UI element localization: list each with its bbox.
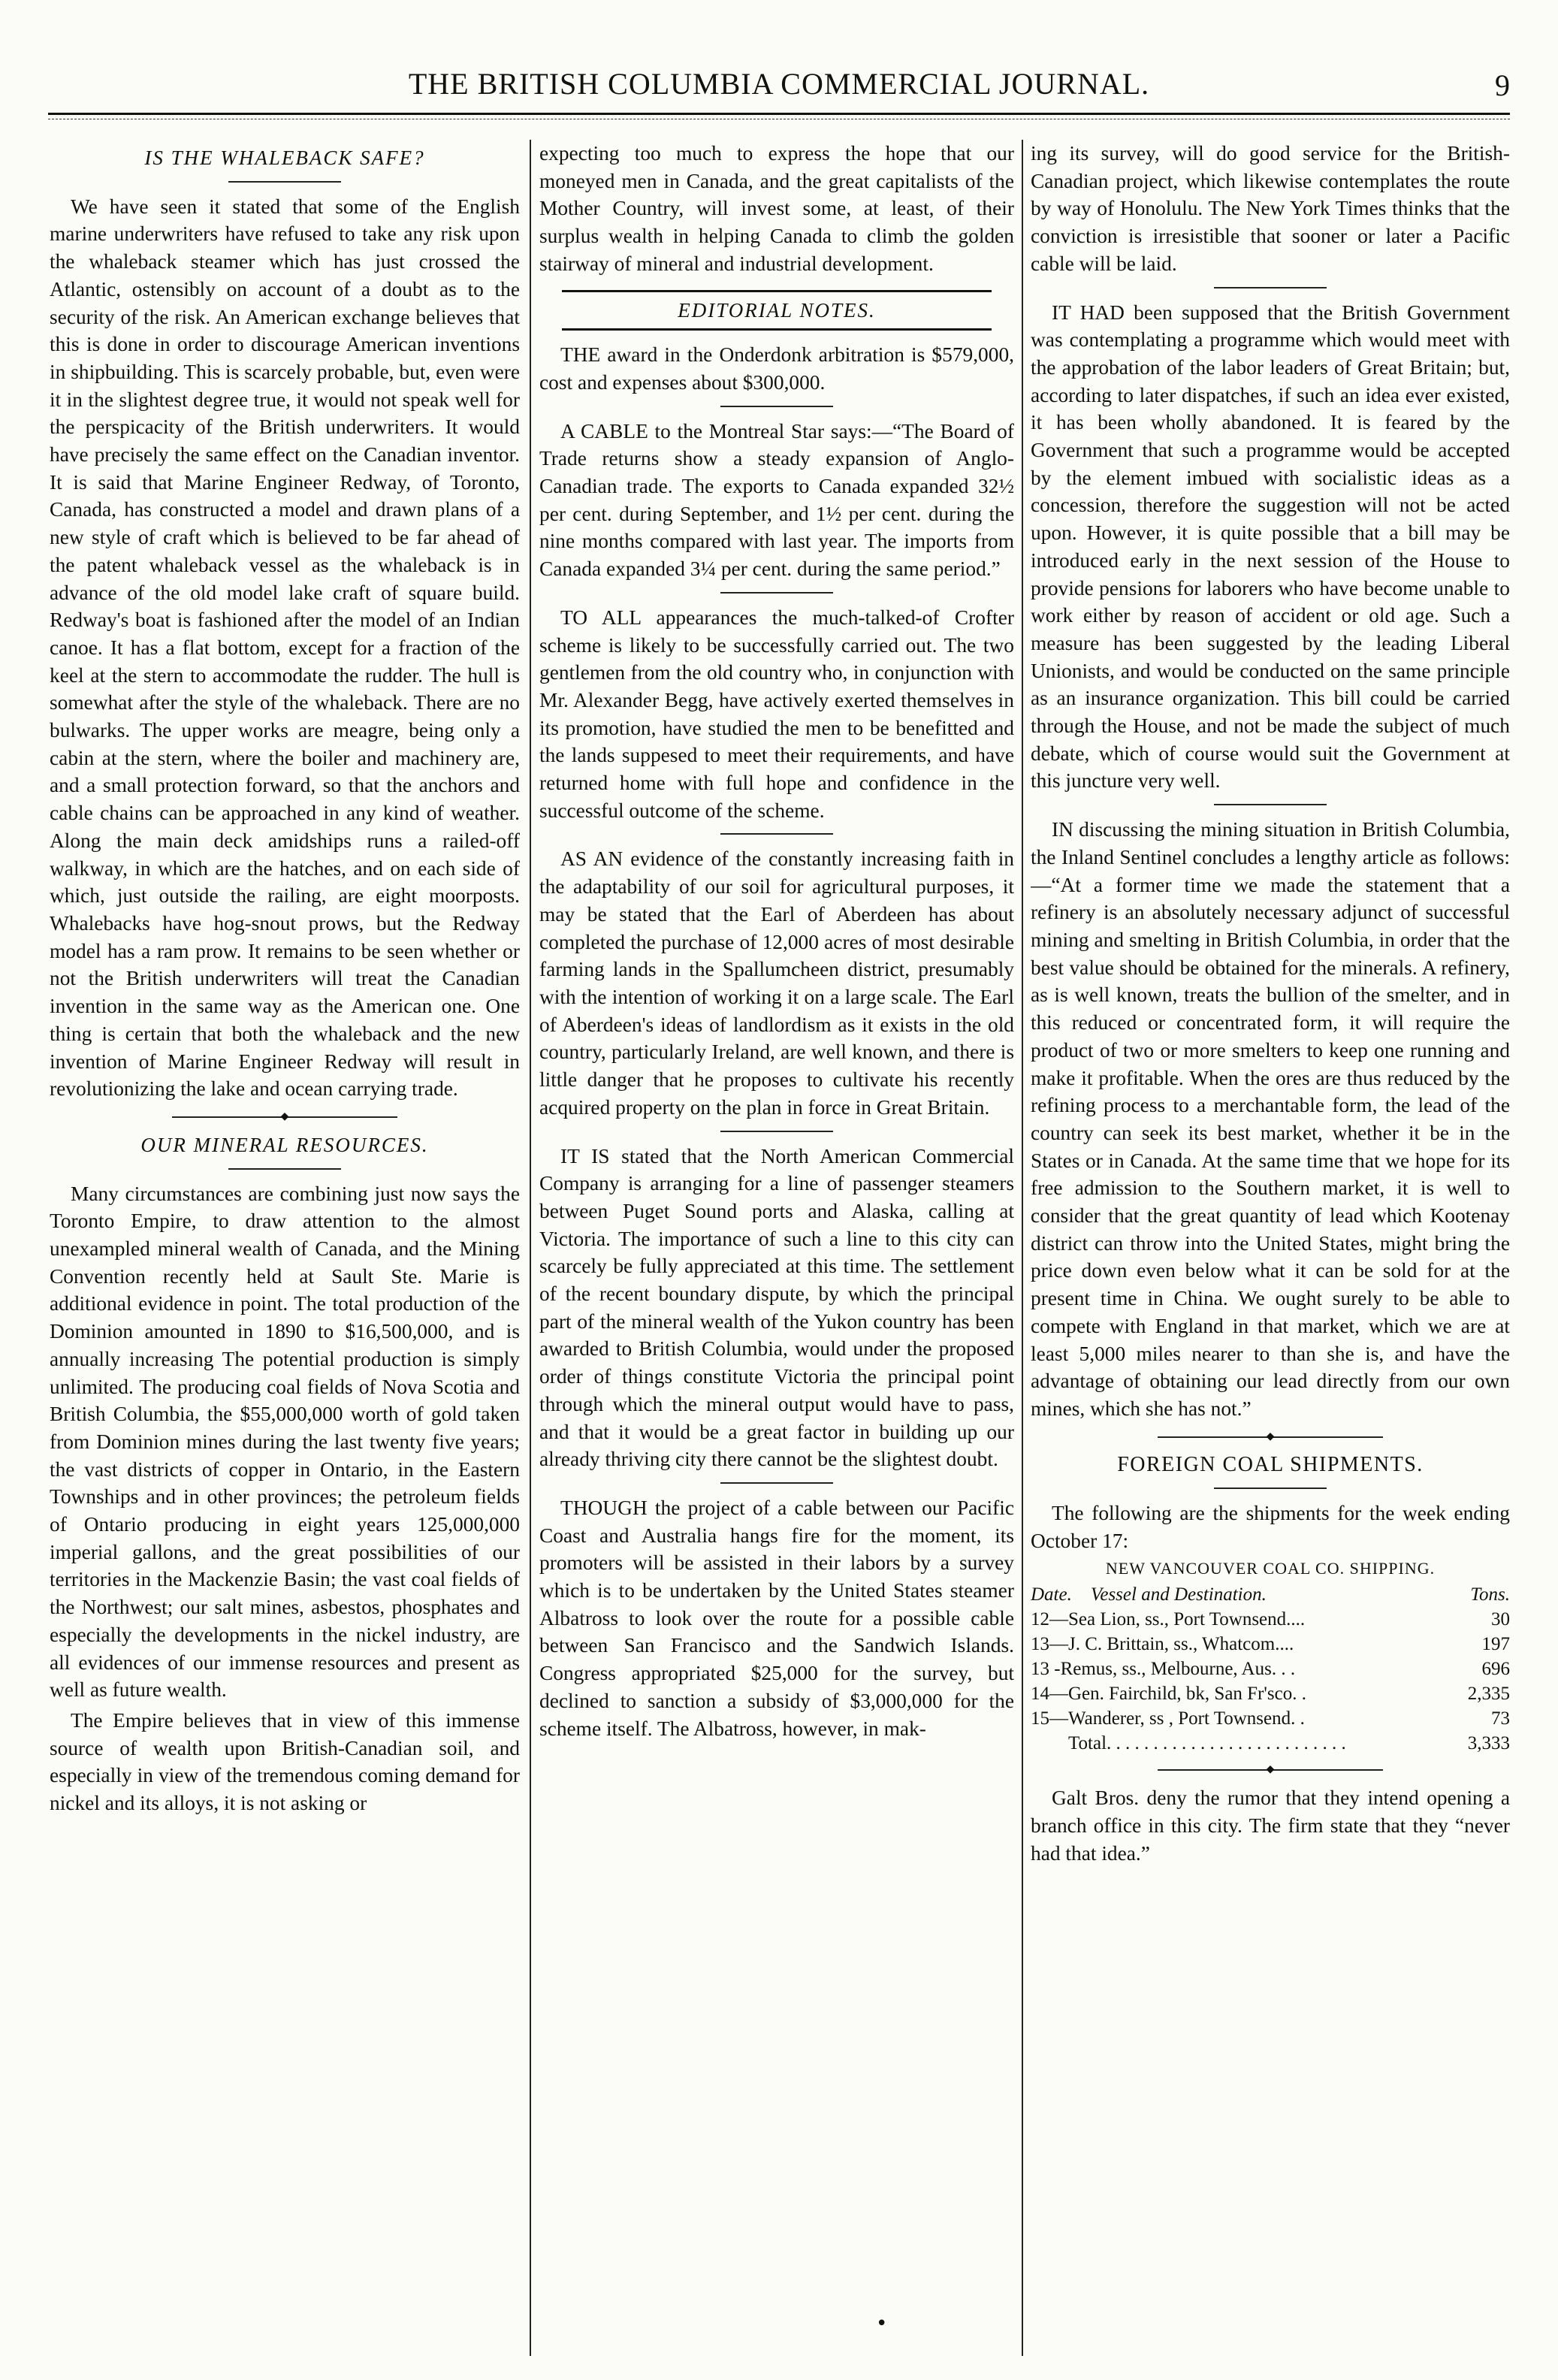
page-number: 9 — [1495, 68, 1510, 102]
article-separator: ◆ — [1158, 1769, 1383, 1771]
table-row — [1031, 1607, 1510, 1632]
table-row — [1031, 1681, 1510, 1706]
coal-intro: The following are the shipments for the week ending October 17: — [1031, 1502, 1510, 1553]
pacific-cable-continuation: ing its survey, will do good service for the British-Canadian project, which likewise contemplates the route by way of Honolulu. The New York Times thinks that the conviction is irresistible that sooner or later a Pacific cable will be laid. — [1031, 142, 1510, 275]
shipment-entry: 13 -Remus, ss., Melbourne, Aus. . . — [1031, 1659, 1296, 1680]
journal-title: THE BRITISH COLUMBIA COMMERCIAL JOURNAL. — [408, 67, 1150, 101]
article-separator: ◆ — [1158, 1436, 1383, 1438]
column-header-date: Date. Vessel and Destination. — [1031, 1584, 1267, 1605]
note-rule — [720, 592, 833, 593]
note-rule — [720, 406, 833, 407]
shipment-entry: 14—Gen. Fairchild, bk, San Fr'sco. . — [1031, 1684, 1306, 1705]
shipment-entry: 12—Sea Lion, ss., Port Townsend.... — [1031, 1609, 1306, 1630]
mineral-paragraph-2: The Empire believes that in view of this immense source of wealth upon British-Canadian soil, and especially in view of the tremendous coming demand for nickel and its alloys, it is not asking or — [50, 1708, 520, 1815]
whaleback-heading: IS THE WHALEBACK SAFE? — [144, 146, 425, 169]
column-1 — [50, 140, 520, 2356]
column-2 — [539, 140, 1014, 2356]
mineral-heading: OUR MINERAL RESOURCES. — [140, 1133, 429, 1156]
masthead — [0, 66, 1558, 111]
table-row — [1031, 1657, 1510, 1681]
section-rule — [228, 181, 341, 183]
column-header-vessel: Vessel and Destination. — [1090, 1584, 1267, 1605]
section-rule — [1214, 1488, 1327, 1489]
editorial-note-labor: IT HAD been supposed that the British Government was contemplating a programme which would meet with the approbation of the labor leaders of Great Britain; but, according to later dispatches, if such an idea ever existed, it has been wholly abandoned. It is feared by the Government that such a programme would be accepted by the element imbued with socialistic ideas as a concession, therefore the suggestion will not be acted upon. However, it is quite possible that a bill may be introduced early in the next session of the House to provide pensions for laborers who have become unable to work either by reason of accident or old age. Such a measure has been suggested by the leading Liberal Unionists, and would be conducted on the same principle as an insurance organization. This bill could be carried through the House, and not be made the subject of much debate, which of course would suit the Government at this juncture very well. — [1031, 301, 1510, 793]
coal-shipments-heading: FOREIGN COAL SHIPMENTS. — [1117, 1452, 1424, 1476]
column-header-tons: Tons. — [1470, 1584, 1510, 1605]
column-3 — [1031, 140, 1510, 2356]
shipment-tons: 696 — [1481, 1659, 1510, 1680]
shipment-tons: 30 — [1491, 1609, 1510, 1630]
note-rule — [720, 833, 833, 835]
editorial-note-aberdeen: AS AN evidence of the constantly increasing faith in the adaptability of our soil for agricultural purposes, it may be stated that the Earl of Aberdeen has about completed the purchase of 12,000 acres of most desirable farming lands in the Spallumcheen district, presumably with the intention of working it on a large scale. The Earl of Aberdeen's ideas of landlordism as it exists in the old country, particularly Ireland, are well known, and there is little danger that he proposes to cultivate his recently acquired property on the plan in force in Great Britain. — [539, 847, 1014, 1119]
editorial-note-crofter: TO ALL appearances the much-talked-of Crofter scheme is likely to be successfully carried out. The two gentlemen from the old country who, in conjunction with Mr. Alexander Begg, have actively exerted themselves in its promotion, have studied the men to be benefitted and the lands suppesed to meet their requirements, and have returned home with full hope and confidence in the successful outcome of the scheme. — [539, 606, 1014, 822]
column-rule-left — [530, 140, 531, 2356]
editorial-note-steamers: IT IS stated that the North American Commercial Company is arranging for a line of passenger steamers between Puget Sound ports and Alaska, calling at Victoria. The importance of such a line to this city can scarcely be fully appreciated at this time. The settlement of the recent boundary dispute, by which the principal part of the mineral wealth of the Yukon country has been awarded to British Columbia, would under the proposed order of things constitute Victoria the principal point through which the mineral output would have to pass, and that it would be a great factor in building up our already thriving city there cannot be the slightest doubt. — [539, 1144, 1014, 1471]
editorial-note-pacific-cable: THOUGH the project of a cable between our Pacific Coast and Australia hangs fire for the moment, its promoters will be assisted in their labors by a survey which is to be undertaken by the United States steamer Albatross to look over the route for a possible cable between San Francisco and the Sandwich Islands. Congress appropriated $25,000 for the survey, but declined to sanction a subsidy of $3,000,000 for the scheme itself. The Albatross, however, in mak- — [539, 1496, 1014, 1740]
shipment-entry: 13—J. C. Brittain, ss., Whatcom.... — [1031, 1634, 1294, 1655]
note-rule — [1214, 287, 1327, 288]
table-row — [1031, 1706, 1510, 1731]
coal-shipments-table — [1031, 1582, 1510, 1756]
total-row — [1031, 1731, 1510, 1756]
editorial-note-onderdonk: THE award in the Onderdonk arbitration is $579,000, cost and expenses about $300,000. — [539, 343, 1014, 394]
shipment-entry: 15—Wanderer, ss , Port Townsend. . — [1031, 1708, 1305, 1729]
shipment-tons: 73 — [1491, 1708, 1510, 1729]
total-label: Total. . . . . . . . . . . . . . . . . . . . . . . . . . — [1068, 1733, 1346, 1754]
table-header-row — [1031, 1582, 1510, 1607]
editorial-note-cable: A CABLE to the Montreal Star says:—“The Board of Trade returns show a steady expansion of Anglo-Canadian trade. The exports to Canada expanded 32½ per cent. during September, and 1½ per cent. during the nine months compared with last year. The imports from Canada expanded 3¼ per cent. during the same period.” — [539, 419, 1014, 581]
galt-bros-note: Galt Bros. deny the rumor that they intend opening a branch office in this city. The firm state that they “never had that idea.” — [1031, 1787, 1510, 1865]
column-rule-right — [1022, 140, 1023, 2356]
note-rule — [720, 1482, 833, 1484]
total-value: 3,333 — [1467, 1733, 1510, 1754]
coal-company: NEW VANCOUVER COAL CO. SHIPPING. — [1105, 1558, 1436, 1578]
mineral-continuation: expecting too much to express the hope that our moneyed men in Canada, and the great capitalists of the Mother Country, will invest some, at least, of their surplus wealth in helping Canada to climb the golden stairway of mineral and industrial development. — [539, 142, 1014, 275]
article-separator: ◆ — [172, 1116, 397, 1118]
editorial-note-mining: IN discussing the mining situation in British Columbia, the Inland Sentinel concludes a lengthy article as follows:—“At a former time we made the statement that a refinery is an absolutely necessary adjunct of successful mining and smelting in British Columbia, in order that the best value should be obtained for the minerals. A refinery, as is well known, treats the bullion of the smelter, and in this reduced or concentrated form, it will require the product of two or more smelters to keep one running and make it profitable. When the ores are thus reduced by the refining process to a merchantable form, the lead of the country can seek its best market, whether it be in the States or in Canada. At the same time that we hope for its free admission to the Southern market, it is well to consider that the great quantity of lead which Kootenay district can throw into the United States, might bring the price down even below what it can be sold for at the present time in China. We ought surely to be able to compete with England in that market, which we are at least 5,000 miles nearer to than she is, and have the advantage of obtaining our lead directly from our own mines, which she has not.” — [1031, 818, 1510, 1420]
header-rule — [48, 113, 1510, 115]
editorial-notes-heading: EDITORIAL NOTES. — [562, 290, 992, 331]
footer-dot: • — [876, 2312, 888, 2335]
note-rule — [720, 1131, 833, 1132]
whaleback-article: We have seen it stated that some of the English marine underwriters have refused to take any risk upon the whaleback steamer which has just crossed the Atlantic, ostensibly on account of a doubt as to the security of the risk. An American exchange believes that this is done in order to discourage American inventions in shipbuilding. This is scarcely probable, but, even were it in the slightest degree true, it would not speak well for the perspicacity of the British underwriters. It would have precisely the same effect on the Canadian inventor. It is said that Marine Engineer Redway, of Toronto, Canada, has constructed a model and drawn plans of a new style of craft which is believed to be far ahead of the patent whaleback vessel as the whaleback is in advance of the old model lake craft of square build. Redway's boat is fashioned after the model of an Indian canoe. It has a flat bottom, except for a fraction of the keel at the stern to accommodate the rudder. The hull is somewhat after the style of the whaleback. There are no bulwarks. The upper works are meagre, being only a cabin at the stern, where the boiler and machinery are, and a small protection forward, so that the anchors and cable chains can be approached in any kind of weather. Along the main deck amidships runs a railed-off walkway, in which are the hatches, and on each side of which, just outside the railing, are eight moorposts. Whalebacks have hog-snout prows, but the Redway model has a ram prow. It remains to be seen whether or not the British underwriters will treat the Canadian invention in the same way as the American one. One thing is certain that both the whaleback and the new invention of Marine Engineer Redway will result in revolutionizing the lake and ocean carrying trade. — [50, 195, 520, 1101]
note-rule — [1214, 804, 1327, 805]
table-row — [1031, 1632, 1510, 1657]
shipment-tons: 197 — [1481, 1634, 1510, 1655]
mineral-paragraph-1: Many circumstances are combining just now says the Toronto Empire, to draw attention to the almost unexampled mineral wealth of Canada, and the Mining Convention recently held at Sault Ste. Marie is additional evidence in point. The total production of the Dominion amounted in 1890 to $16,500,000, and is annually increasing The potential production is simply unlimited. The producing coal fields of Nova Scotia and British Columbia, the $55,000,000 worth of gold taken from Dominion mines during the last twenty five years; the vast districts of copper in Ontario, in the Eastern Townships and in other provinces; the petroleum fields of Ontario producing in eight years 125,000,000 imperial gallons, and the great possibilities of our territories in the Mackenzie Basin; the vast coal fields of the Northwest; our salt mines, asbestos, phosphates and especially the developments in the nickel industry, are all evidences of our immense resources and present as well as future wealth. — [50, 1182, 520, 1702]
shipment-tons: 2,335 — [1467, 1684, 1510, 1705]
section-rule — [228, 1168, 341, 1170]
